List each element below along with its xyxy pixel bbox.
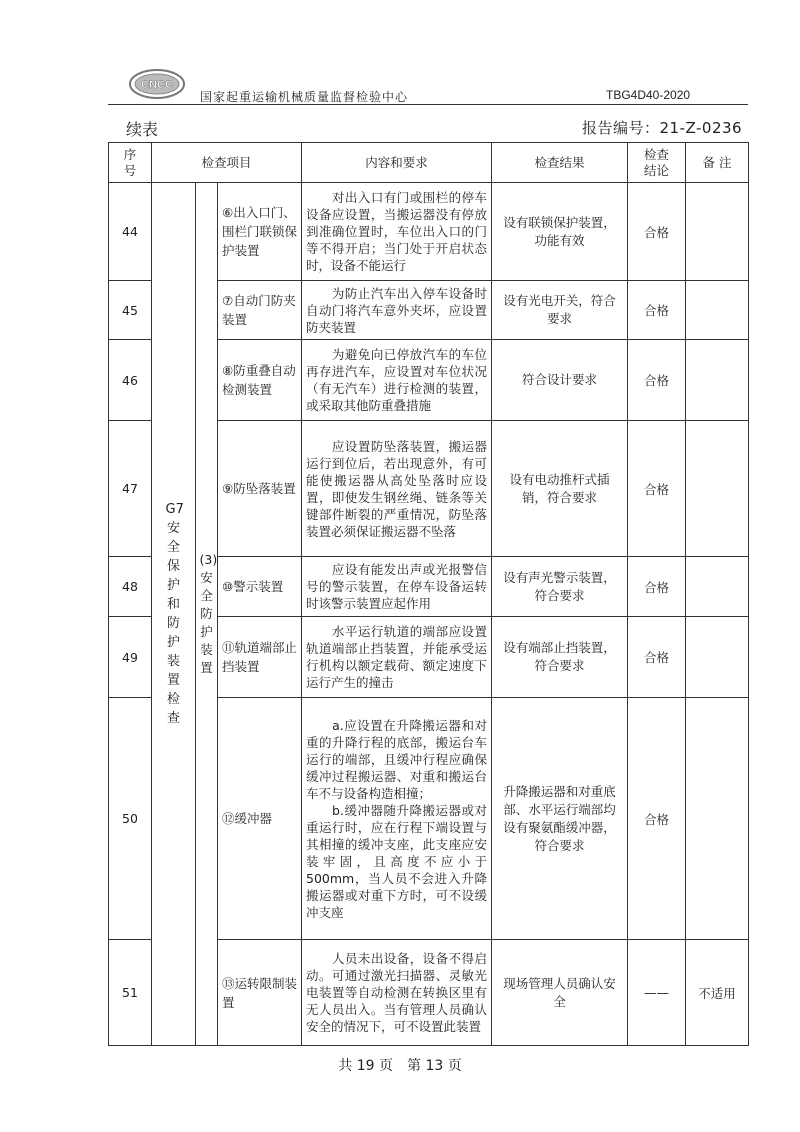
row-remark [686,281,749,340]
row-result: 设有联锁保护装置，功能有效 [492,183,628,281]
row-conclusion: 合格 [628,421,686,557]
row-req: 为避免向已停放汽车的车位再存进汽车，应设置对车位状况（有无汽车）进行检测的装置，或采取其他防重叠措施 [302,340,492,421]
row-conclusion: 合格 [628,557,686,617]
row-item: ⑨防坠落装置 [218,421,302,557]
svg-text:CNCC: CNCC [141,79,173,91]
row-item: ⑧防重叠自动检测装置 [218,340,302,421]
row-req: 应设置防坠落装置，搬运器运行到位后，若出现意外，有可能使搬运器从高处坠落时应设置，即使发生钢丝绳、链条等关键部件断裂的严重情况，防坠落装置必须保证搬运器不坠落 [302,421,492,557]
row-remark [686,557,749,617]
group-label: G7安全保护和防护装置检查 [165,502,184,726]
row-req: 水平运行轨道的端部应设置轨道端部止挡装置，并能承受运行机构以额定载荷、额定速度下运行产生的撞击 [302,617,492,698]
cncc-logo [128,68,186,100]
header-divider [108,104,748,105]
page-footer: 共 19 页 第 13 页 [338,1058,462,1074]
row-result: 设有声光警示装置，符合要求 [492,557,628,617]
row-remark [686,421,749,557]
doc-code: TBG4D40-2020 [606,88,691,102]
row-conclusion: 合格 [628,617,686,698]
row-seq: 46 [109,340,152,421]
header-item: 检查项目 [152,143,302,183]
header-result: 检查结果 [492,143,628,183]
row-item: ⑥出入口门、围栏门联锁保护装置 [218,183,302,281]
header-req: 内容和要求 [302,143,492,183]
subgroup-label: (3)安全防护装置 [199,552,218,675]
row-seq: 44 [109,183,152,281]
row-seq: 47 [109,421,152,557]
row-result: 符合设计要求 [492,340,628,421]
row-item: ⑬运转限制装置 [218,940,302,1046]
row-seq: 51 [109,940,152,1046]
subgroup-cell [196,183,218,1046]
row-req: 应设有能发出声或光报警信号的警示装置，在停车设备运转时该警示装置应起作用 [302,557,492,617]
row-result: 升降搬运器和对重底部、水平运行端部均设有聚氨酯缓冲器，符合要求 [492,698,628,940]
row-result: 设有电动推杆式插销，符合要求 [492,421,628,557]
row-conclusion: —— [628,940,686,1046]
row-seq: 45 [109,281,152,340]
row-conclusion: 合格 [628,340,686,421]
report-number: 报告编号：21-Z-0236 [582,119,743,137]
header-row [109,143,749,183]
continued-label: 续表 [126,120,159,139]
row-req: 为防止汽车出入停车设备时自动门将汽车意外夹坏，应设置防夹装置 [302,281,492,340]
header-seq: 序号 [109,143,152,183]
header-conclusion: 检查结论 [628,143,686,183]
group-cell [152,183,196,1046]
header-remark: 备 注 [686,143,749,183]
inspection-table [108,142,749,1046]
row-item: ⑫缓冲器 [218,698,302,940]
row-seq: 50 [109,698,152,940]
row-req: 对出入口有门或围栏的停车设备应设置，当搬运器没有停放到准确位置时，车位出入口的门等不得开启；当门处于开启状态时，设备不能运行 [302,183,492,281]
row-remark [686,617,749,698]
row-result: 设有光电开关，符合要求 [492,281,628,340]
row-req: a.应设置在升降搬运器和对重的升降行程的底部，搬运台车运行的端部，且缓冲行程应确保缓冲过程搬运器、对重和搬运台车不与设备构造相撞； b.缓冲器随升降搬运器或对重运行时，应在行程下端设置与其相撞的缓冲支座，此支座应安装牢固，且高度不应小于500mm，当人员不会进入升降搬运器或对重下方时，可不设缓冲支座 [302,698,492,940]
row-seq: 48 [109,557,152,617]
row-result: 设有端部止挡装置，符合要求 [492,617,628,698]
row-item: ⑩警示装置 [218,557,302,617]
row-seq: 49 [109,617,152,698]
row-item: ⑦自动门防夹装置 [218,281,302,340]
row-conclusion: 合格 [628,281,686,340]
row-req: 人员未出设备，设备不得启动。可通过激光扫描器、灵敏光电装置等自动检测在转换区里有无人员出入。当有管理人员确认安全的情况下，可不设置此装置 [302,940,492,1046]
row-item: ⑪轨道端部止挡装置 [218,617,302,698]
row-remark [686,340,749,421]
row-remark [686,698,749,940]
row-remark [686,183,749,281]
row-conclusion: 合格 [628,698,686,940]
row-result: 现场管理人员确认安全 [492,940,628,1046]
table-row [109,183,749,281]
row-remark: 不适用 [686,940,749,1046]
row-conclusion: 合格 [628,183,686,281]
org-name: 国家起重运输机械质量监督检验中心 [200,90,409,104]
